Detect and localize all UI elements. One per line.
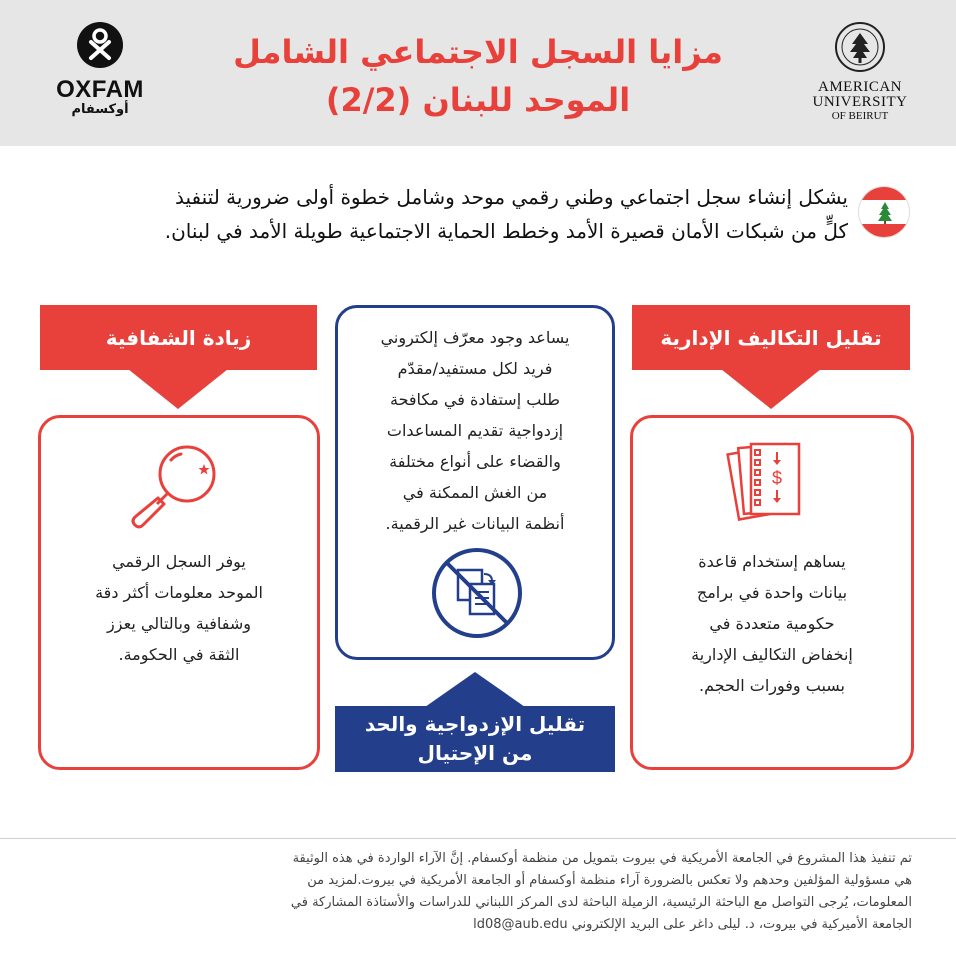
svg-text:$: $ xyxy=(771,468,783,488)
footer-line: تم تنفيذ هذا المشروع في الجامعة الأمريكية في بيروت بتمويل من منظمة أوكسفام. إنَّ الآراء الواردة في هذه الوثيقة xyxy=(292,851,912,866)
duplication-line: طلب إستفادة في مكافحة xyxy=(390,390,560,409)
duplication-line: فريد لكل مستفيد/مقدّم xyxy=(397,359,553,378)
costs-arrow xyxy=(721,369,821,409)
intro-line-2: كلٍّ من شبكات الأمان قصيرة الأمد وخطط الحماية الاجتماعية طويلة الأمد في لبنان. xyxy=(164,219,848,243)
oxfam-arabic-name: أوكسفام xyxy=(71,102,129,117)
costs-card xyxy=(630,415,914,770)
footer-line: الجامعة الأميركية في بيروت، د. ليلى داغر على البريد الإلكتروني ld08@aub.edu xyxy=(473,917,912,932)
costs-line: يساهم إستخدام قاعدة xyxy=(698,552,846,571)
transparency-line: الثقة في الحكومة. xyxy=(118,645,240,664)
transparency-banner xyxy=(40,305,317,370)
intro-text xyxy=(40,180,848,248)
costs-line: حكومية متعددة في xyxy=(709,614,835,633)
footer-line: المعلومات، يُرجى التواصل مع الباحثة الرئيسية، الزميلة الباحثة لدى المركز اللبناني للدراسات والأستاذة المشاركة في xyxy=(290,895,912,910)
costs-text xyxy=(643,546,901,701)
duplication-arrow xyxy=(425,672,525,707)
aub-line-3: OF BEIRUT xyxy=(831,110,889,122)
costs-line: بيانات واحدة في برامج xyxy=(696,583,848,602)
costs-title: تقليل التكاليف الإدارية xyxy=(660,325,882,350)
title-line-1: مزايا السجل الاجتماعي الشامل xyxy=(233,33,723,71)
title-line-2: الموحد للبنان (2/2) xyxy=(325,81,631,119)
aub-logo xyxy=(800,22,920,123)
costs-line: إنخفاض التكاليف الإدارية xyxy=(691,645,853,664)
footer-disclaimer xyxy=(40,848,912,936)
lebanon-flag-icon xyxy=(858,186,910,238)
transparency-card xyxy=(38,415,320,770)
duplication-line: من الغش الممكنة في xyxy=(402,483,548,502)
footer-divider xyxy=(0,838,956,839)
dollar-documents-icon xyxy=(725,436,821,536)
footer-line: هي مسؤولية المؤلفين وحدهم ولا تعكس بالضرورة آراء منظمة أوكسفام أو الجامعة الأمريكية في بيروت.لمزيد من xyxy=(307,873,912,888)
transparency-line: وشفافية وبالتالي يعزز xyxy=(107,614,251,633)
duplication-card xyxy=(335,305,615,660)
duplication-title-line-2: من الإحتيال xyxy=(417,741,533,765)
duplication-title-line-1: تقليل الإزدواجية والحد xyxy=(364,712,586,736)
oxfam-emblem-icon xyxy=(77,22,123,68)
no-duplicate-documents-icon xyxy=(430,546,524,640)
magnifier-with-star-icon xyxy=(129,436,234,536)
aub-line-2: UNIVERSITY xyxy=(812,94,908,110)
oxfam-logo xyxy=(40,22,160,117)
transparency-arrow xyxy=(128,369,228,409)
duplication-line: أنظمة البيانات غير الرقمية. xyxy=(385,514,565,533)
transparency-line: يوفر السجل الرقمي xyxy=(112,552,246,571)
costs-line: بسبب وفورات الحجم. xyxy=(698,676,846,695)
oxfam-name: OXFAM xyxy=(56,76,144,103)
transparency-title: زيادة الشفافية xyxy=(105,325,252,350)
intro-line-1: يشكل إنشاء سجل اجتماعي وطني رقمي موحد وشامل خطوة أولى ضرورية لتنفيذ xyxy=(174,185,848,209)
duplication-banner xyxy=(335,706,615,772)
page-title xyxy=(200,28,756,124)
aub-line-1: AMERICAN xyxy=(817,79,902,95)
costs-banner xyxy=(632,305,910,370)
transparency-line: الموحد معلومات أكثر دقة xyxy=(95,583,263,602)
duplication-line: إزدواجية تقديم المساعدات xyxy=(386,421,564,440)
aub-seal-icon xyxy=(835,22,885,72)
duplication-text xyxy=(346,322,604,539)
transparency-text xyxy=(51,546,307,670)
duplication-line: والقضاء على أنواع مختلفة xyxy=(389,452,561,471)
duplication-line: يساعد وجود معرّف إلكتروني xyxy=(380,328,570,347)
